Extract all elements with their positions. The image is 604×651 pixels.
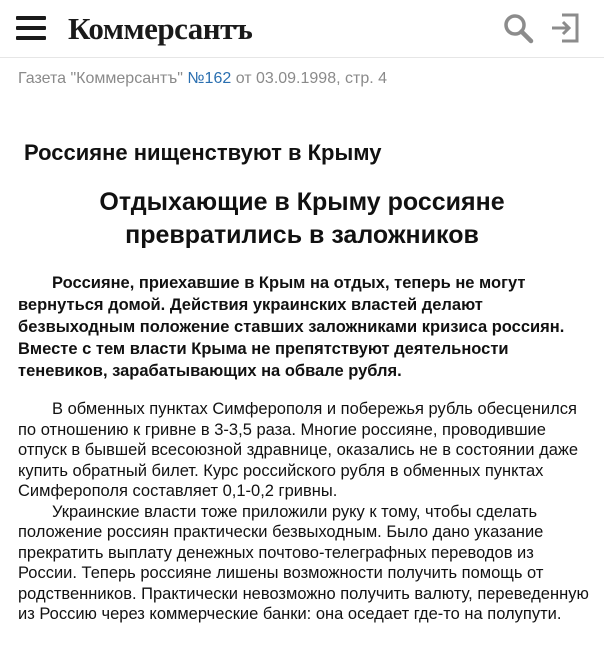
hamburger-menu-icon[interactable] <box>16 16 46 40</box>
login-icon[interactable] <box>550 12 580 44</box>
article-paragraph: В обменных пунктах Симферополя и побережья рубль обесценился по отношению к гривне в 3-3,5 раза. Многие россияне, проводившие отпуск в бывшей всесоюзной здравнице, оказались не в состоянии даже купить обратный билет. Курс российского рубля в обменных пунктах Симферополя составляет 0,1-0,2 гривны. <box>18 400 579 500</box>
issue-number-link[interactable]: №162 <box>187 70 232 87</box>
article-body <box>18 399 594 625</box>
issue-info <box>18 68 387 90</box>
section-title: Россияне нищенствуют в Крыму <box>24 140 382 165</box>
article-paragraph: Украинские власти тоже приложили руку к тому, чтобы сделать положение россиян практически безвыходным. Было дано указание прекратить выплату денежных почтово-телеграфных переводов из России. Теперь россияне лишены возможности получить помощь от родственников. Практически невозможно получить валюту, переведенную из Россию через коммерческие банки: она оседает где-то на полупути. <box>18 502 589 623</box>
issue-suffix: от 03.09.1998, стр. 4 <box>231 70 387 87</box>
article-lead: Россияне, приехавшие в Крым на отдых, теперь не могут вернуться домой. Действия украинских властей делают безвыходным положение ставших заложниками кризиса россиян. Вместе с тем власти Крыма не препятствуют деятельности теневиков, зарабатывающих на обвале рубля. <box>18 274 565 380</box>
site-logo[interactable]: Коммерсантъ <box>68 11 253 46</box>
top-bar <box>0 0 604 58</box>
article-headline: Отдыхающие в Крыму россияне превратились в заложников <box>99 188 505 249</box>
issue-prefix: Газета "Коммерсантъ" <box>18 70 188 87</box>
search-icon[interactable] <box>502 12 534 44</box>
